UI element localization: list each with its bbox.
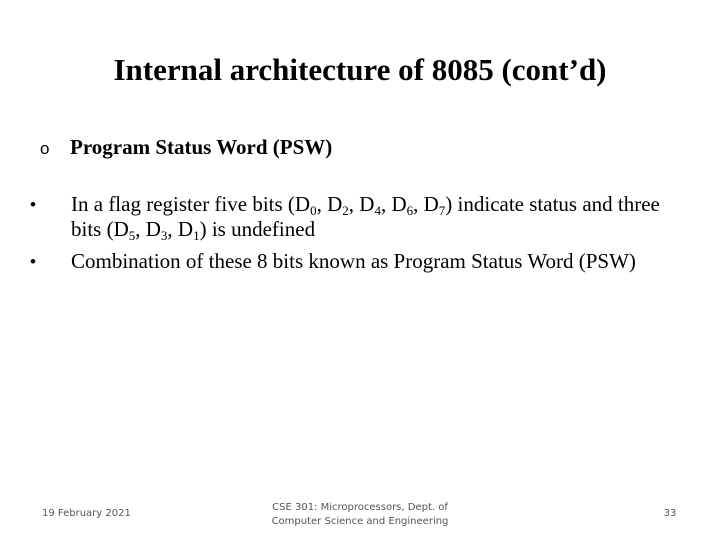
page-number: 33 [663, 508, 677, 519]
bullet-icon: • [30, 252, 36, 271]
bullet-icon: • [30, 195, 36, 214]
footer-course-line: CSE 301: Microprocessors, Dept. of [272, 502, 448, 513]
bullet-item-psw [30, 249, 670, 274]
footer-course-line: Computer Science and Engineering [271, 516, 449, 527]
section-heading [40, 134, 332, 162]
bullet-text: In a flag register five bits ($D_0$, $D_2$, $D_4$, $D_6$, $D_7$) indicate status and three bits ($D_5$, $D_3$, $D_1$) is undefined [71, 192, 660, 243]
bullet-item-flag-bits [30, 192, 670, 242]
slide-title: Internal architecture of 8085 (cont’d) [113, 52, 607, 87]
bullet-list [30, 192, 670, 281]
footer-date: 19 February 2021 [42, 508, 131, 519]
circle-bullet-icon: o [40, 139, 50, 158]
footer-course [210, 501, 510, 529]
section-heading-text: Program Status Word (PSW) [70, 135, 333, 159]
bullet-text: Combination of these 8 bits known as Program Status Word (PSW) [71, 249, 636, 273]
